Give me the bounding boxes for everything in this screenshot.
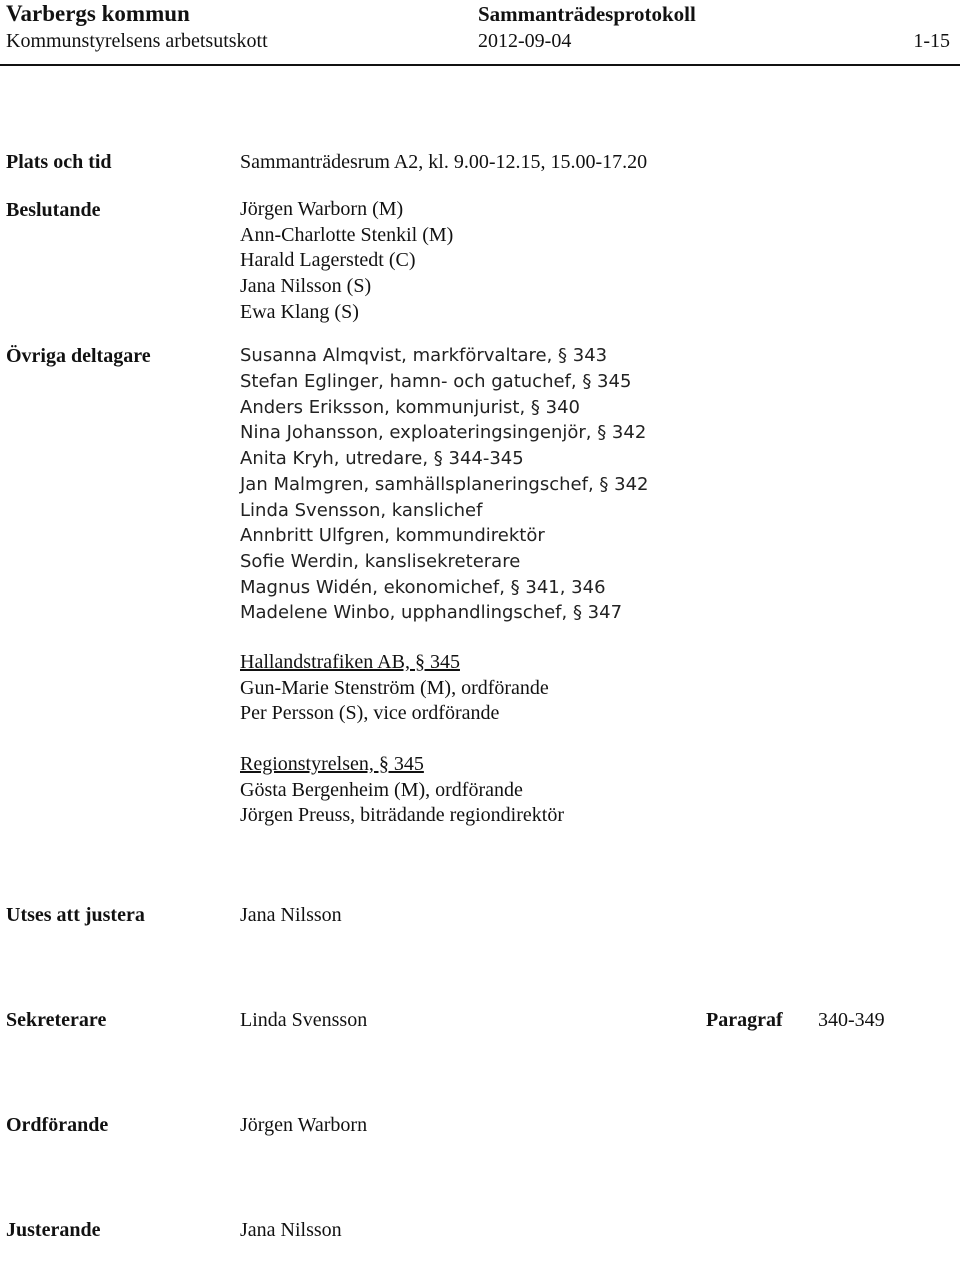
- staff-member: Nina Johansson, exploateringsingenjör, § 342: [240, 422, 647, 444]
- staff-member: Stefan Eglinger, hamn- och gatuchef, § 345: [240, 371, 632, 392]
- committee-name: Kommunstyrelsens arbetsutskott: [6, 30, 268, 52]
- ovriga-deltagare-first: Susanna Almqvist, markförvaltare, § 343: [240, 345, 608, 366]
- ovriga-deltagare-label: Övriga deltagare: [6, 345, 151, 367]
- ordforande-label: Ordförande: [6, 1114, 109, 1136]
- group-member: Jörgen Preuss, biträdande regiondirektör: [240, 804, 564, 827]
- group-heading: Hallandstrafiken AB, § 345: [240, 651, 460, 673]
- sekreterare-value: Linda Svensson: [240, 1009, 368, 1031]
- paragraf-label: Paragraf: [706, 1009, 783, 1031]
- justerande-label: Justerande: [6, 1219, 101, 1241]
- staff-member: Sofie Werdin, kanslisekreterare: [240, 550, 521, 572]
- staff-member: Magnus Widén, ekonomichef, § 341, 346: [240, 576, 606, 598]
- staff-member: Linda Svensson, kanslichef: [240, 499, 483, 521]
- header-divider: [0, 64, 960, 66]
- justerande-value: Jana Nilsson: [240, 1219, 342, 1241]
- beslutande-member: Ann-Charlotte Stenkil (M): [240, 223, 454, 246]
- paragraf-value: 340-349: [818, 1009, 885, 1031]
- staff-member: Madelene Winbo, upphandlingschef, § 347: [240, 602, 623, 624]
- plats-och-tid-value: Sammanträdesrum A2, kl. 9.00-12.15, 15.00-17.20: [240, 151, 648, 173]
- group-member: Per Persson (S), vice ordförande: [240, 702, 500, 725]
- group-member: Gun-Marie Stenström (M), ordförande: [240, 676, 549, 699]
- sekreterare-label: Sekreterare: [6, 1009, 107, 1031]
- staff-member: Annbritt Ulfgren, kommundirektör: [240, 525, 545, 547]
- beslutande-member: Jörgen Warborn (M): [240, 198, 404, 220]
- beslutande-label: Beslutande: [6, 199, 101, 221]
- staff-member: Anita Kryh, utredare, § 344-345: [240, 448, 524, 470]
- utses-att-justera-value: Jana Nilsson: [240, 904, 342, 926]
- group-heading: Regionstyrelsen, § 345: [240, 753, 424, 775]
- regionstyrelsen-group: [240, 752, 564, 829]
- utses-att-justera-label: Utses att justera: [6, 904, 145, 926]
- staff-list: [240, 369, 648, 626]
- beslutande-member: Jana Nilsson (S): [240, 275, 372, 298]
- staff-member: Jan Malmgren, samhällsplaneringschef, § 342: [240, 473, 649, 495]
- hallandstrafiken-group: [240, 650, 549, 727]
- organization-name: Varbergs kommun: [6, 1, 190, 26]
- ordforande-value: Jörgen Warborn: [240, 1114, 368, 1136]
- beslutande-member: Harald Lagerstedt (C): [240, 249, 416, 272]
- group-member: Gösta Bergenheim (M), ordförande: [240, 778, 523, 801]
- staff-member: Anders Eriksson, kommunjurist, § 340: [240, 396, 580, 418]
- beslutande-member: Ewa Klang (S): [240, 300, 359, 323]
- document-type: Sammanträdesprotokoll: [478, 2, 696, 26]
- beslutande-list: [240, 197, 453, 326]
- meeting-date: 2012-09-04: [478, 30, 572, 52]
- plats-och-tid-label: Plats och tid: [6, 151, 112, 173]
- page-range: 1-15: [913, 30, 950, 52]
